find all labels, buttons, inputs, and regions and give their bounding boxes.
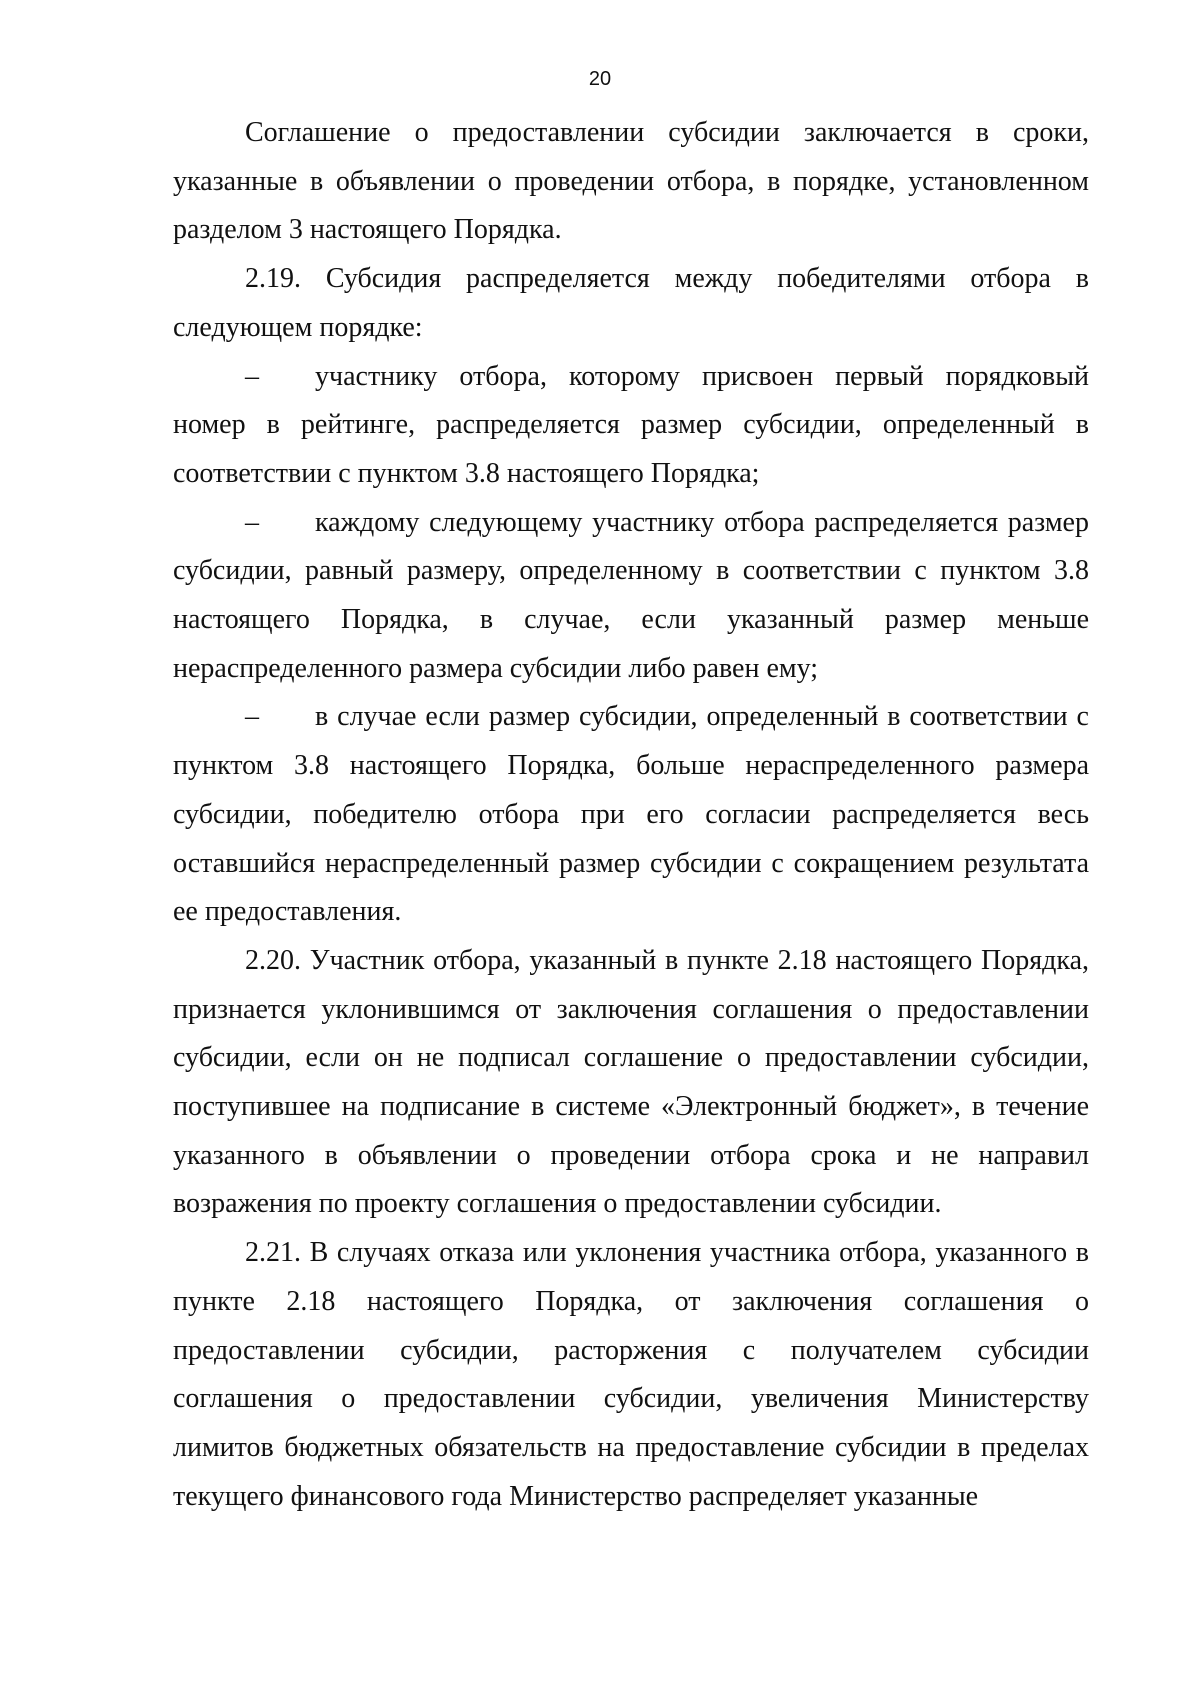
page-number: 20 bbox=[588, 68, 612, 90]
list-item bbox=[173, 353, 1089, 499]
list-item-text: в случае если размер субсидии, определенный в соответствии с пунктом 3.8 настоящего Порядка, больше нераспределенного размера субсидии, победителю отбора при его согласии распределяется весь оставшийся нераспределенный размер субсидии с сокращением результата ее предоставления. bbox=[173, 701, 1089, 928]
list-item bbox=[173, 499, 1089, 694]
list-item bbox=[173, 693, 1089, 937]
document-body bbox=[173, 109, 1089, 1521]
paragraph-agreement-terms bbox=[173, 109, 1089, 255]
paragraph-text: 2.21. В случаях отказа или уклонения участника отбора, указанного в пункте 2.18 настоящего Порядка, от заключения соглашения о предоставлении субсидии, расторжения с получателем субсидии соглашения о предоставлении субсидии, увеличения Министерству лимитов бюджетных обязательств на предоставление субсидии в пределах текущего финансового года Министерство распределяет указанные bbox=[173, 1237, 1089, 1512]
dash-marker: – bbox=[245, 360, 259, 392]
paragraph-text: Соглашение о предоставлении субсидии заключается в сроки, указанные в объявлении о проведении отбора, в порядке, установленном разделом 3 настоящего Порядка. bbox=[173, 117, 1089, 246]
dash-marker: – bbox=[245, 506, 259, 538]
dash-marker: – bbox=[245, 701, 259, 733]
paragraph-2-21 bbox=[173, 1229, 1089, 1521]
paragraph-text: 2.19. Субсидия распределяется между победителями отбора в следующем порядке: bbox=[173, 263, 1089, 343]
list-item-text: каждому следующему участнику отбора распределяется размер субсидии, равный размеру, определенному в соответствии с пунктом 3.8 настоящего Порядка, в случае, если указанный размер меньше нераспределенного размера субсидии либо равен ему; bbox=[173, 506, 1089, 684]
paragraph-text: 2.20. Участник отбора, указанный в пункте 2.18 настоящего Порядка, признается уклонившимся от заключения соглашения о предоставлении субсидии, если он не подписал соглашение о предоставлении субсидии, поступившее на подписание в системе «Электронный бюджет», в течение указанного в объявлении о проведении отбора срока и не направил возражения по проекту соглашения о предоставлении субсидии. bbox=[173, 944, 1089, 1220]
paragraph-2-20 bbox=[173, 937, 1089, 1229]
paragraph-2-19 bbox=[173, 255, 1089, 352]
list-item-text: участнику отбора, которому присвоен первый порядковый номер в рейтинге, распределяется размер субсидии, определенный в соответствии с пунктом 3.8 настоящего Порядка; bbox=[173, 360, 1089, 489]
